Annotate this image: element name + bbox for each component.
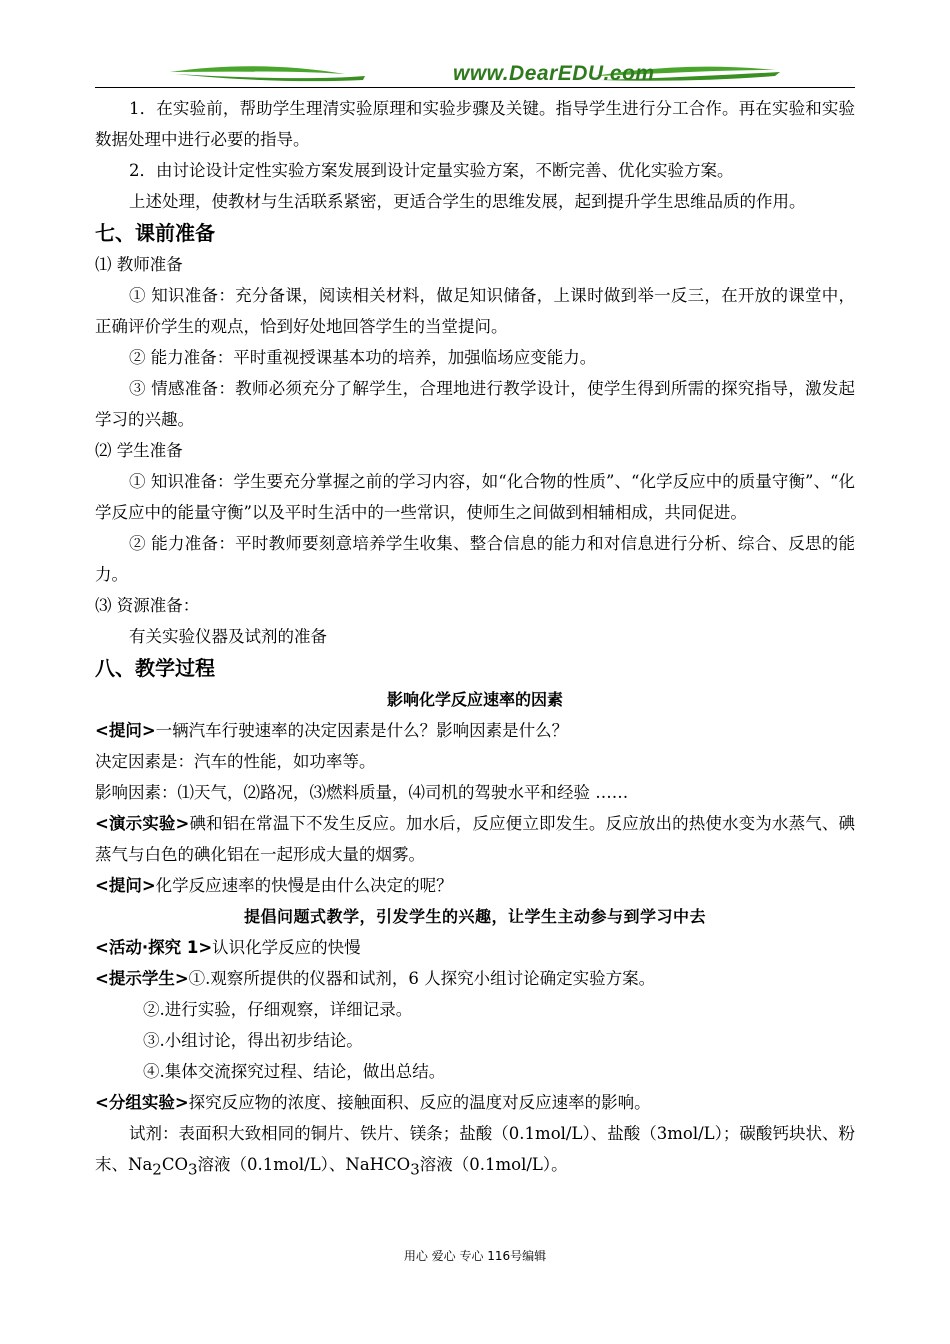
subscript: 3 [410, 1160, 420, 1179]
reagent-paragraph [95, 1118, 855, 1185]
reagent-text: 溶液（0.1mol/L）、NaHCO [197, 1155, 411, 1174]
paragraph: 2．由讨论设计定性实验方案发展到设计定量实验方案，不断完善、优化实验方案。 [129, 161, 734, 180]
document-body [95, 93, 855, 1185]
question-tag: <提问> [95, 721, 156, 740]
logo-text: www.DearEDU.com [453, 62, 655, 85]
paragraph: ② 能力准备：平时教师要刻意培养学生收集、整合信息的能力和对信息进行分析、综合、反思的能力。 [95, 534, 855, 584]
section-heading: 七、课前准备 [95, 221, 215, 245]
subscript: 2 [152, 1160, 162, 1179]
reagent-text: CO [161, 1155, 188, 1174]
question-line [95, 715, 855, 746]
activity-text: 认识化学反应的快慢 [212, 938, 361, 957]
paragraph: ① 知识准备：充分备课，阅读相关材料，做足知识储备，上课时做到举一反三，在开放的课堂中，正确评价学生的观点，恰到好处地回答学生的当堂提问。 [95, 286, 855, 336]
question-tag: <提问> [95, 876, 156, 895]
question-text: 一辆汽车行驶速率的决定因素是什么？影响因素是什么？ [155, 721, 569, 740]
lesson-title: 影响化学反应速率的因素 [386, 690, 563, 709]
tip-line: ④.集体交流探究过程、结论，做出总结。 [143, 1062, 446, 1081]
paragraph: ③ 情感准备：教师必须充分了解学生，合理地进行教学设计，使学生得到所需的探究指导，激发起学习的兴趣。 [95, 379, 855, 429]
paragraph: 有关实验仪器及试剂的准备 [129, 627, 327, 646]
demo-line [95, 808, 855, 870]
header-rule [95, 87, 855, 88]
header-logo [95, 58, 855, 90]
tip-tag: <提示学生> [95, 969, 189, 988]
answer-line: 影响因素：⑴天气，⑵路况，⑶燃料质量，⑷司机的驾驶水平和经验 …… [95, 783, 629, 802]
group-experiment-tag: <分组实验> [95, 1093, 189, 1112]
subsection-label: ⑴ 教师准备 [95, 255, 183, 274]
paragraph: 1．在实验前，帮助学生理清实验原理和实验步骤及关键。指导学生进行分工合作。再在实验和实验数据处理中进行必要的指导。 [95, 99, 855, 149]
reagent-text: 试剂：表面积大致相同的铜片、铁片、镁条；盐酸（0.1mol/L）、盐酸（3mol/L）；碳酸钙块状、粉末、Na [95, 1124, 856, 1174]
paragraph: 上述处理，使教材与生活联系紧密，更适合学生的思维发展，起到提升学生思维品质的作用。 [129, 192, 806, 211]
activity-line [95, 932, 855, 963]
section-heading: 八、教学过程 [95, 656, 215, 680]
paragraph: ① 知识准备：学生要充分掌握之前的学习内容，如“化合物的性质”、“化学反应中的质量守衡”、“化学反应中的能量守衡”以及平时生活中的一些常识，使师生之间做到相辅相成，共同促进。 [95, 472, 855, 522]
subsection-label: ⑵ 学生准备 [95, 441, 183, 460]
answer-line: 决定因素是：汽车的性能，如功率等。 [95, 752, 376, 771]
tip-line [95, 963, 855, 994]
emphasis-line: 提倡问题式教学，引发学生的兴趣，让学生主动参与到学习中去 [243, 907, 706, 926]
subscript: 3 [187, 1160, 198, 1179]
group-experiment-line [95, 1087, 855, 1118]
group-experiment-text: 探究反应物的浓度、接触面积、反应的温度对反应速率的影响。 [188, 1093, 651, 1112]
demo-text: 碘和铝在常温下不发生反应。加水后，反应便立即发生。反应放出的热使水变为水蒸气、碘蒸气与白色的碘化铝在一起形成大量的烟雾。 [95, 814, 855, 864]
tip-line: ②.进行实验，仔细观察，详细记录。 [143, 1000, 413, 1019]
reagent-text: 溶液（0.1mol/L）。 [419, 1155, 568, 1174]
question-text: 化学反应速率的快慢是由什么决定的呢？ [155, 876, 453, 895]
tip-line: ③.小组讨论，得出初步结论。 [143, 1031, 363, 1050]
tip-text: ①.观察所提供的仪器和试剂，6 人探究小组讨论确定实验方案。 [188, 969, 656, 988]
activity-tag: <活动·探究 1> [95, 938, 213, 957]
demo-tag: <演示实验> [95, 814, 190, 833]
question-line [95, 870, 855, 901]
subsection-label: ⑶ 资源准备： [95, 596, 200, 615]
paragraph: ② 能力准备：平时重视授课基本功的培养，加强临场应变能力。 [129, 348, 597, 367]
page-footer: 用心 爱心 专心 116号编辑 [403, 1249, 547, 1263]
